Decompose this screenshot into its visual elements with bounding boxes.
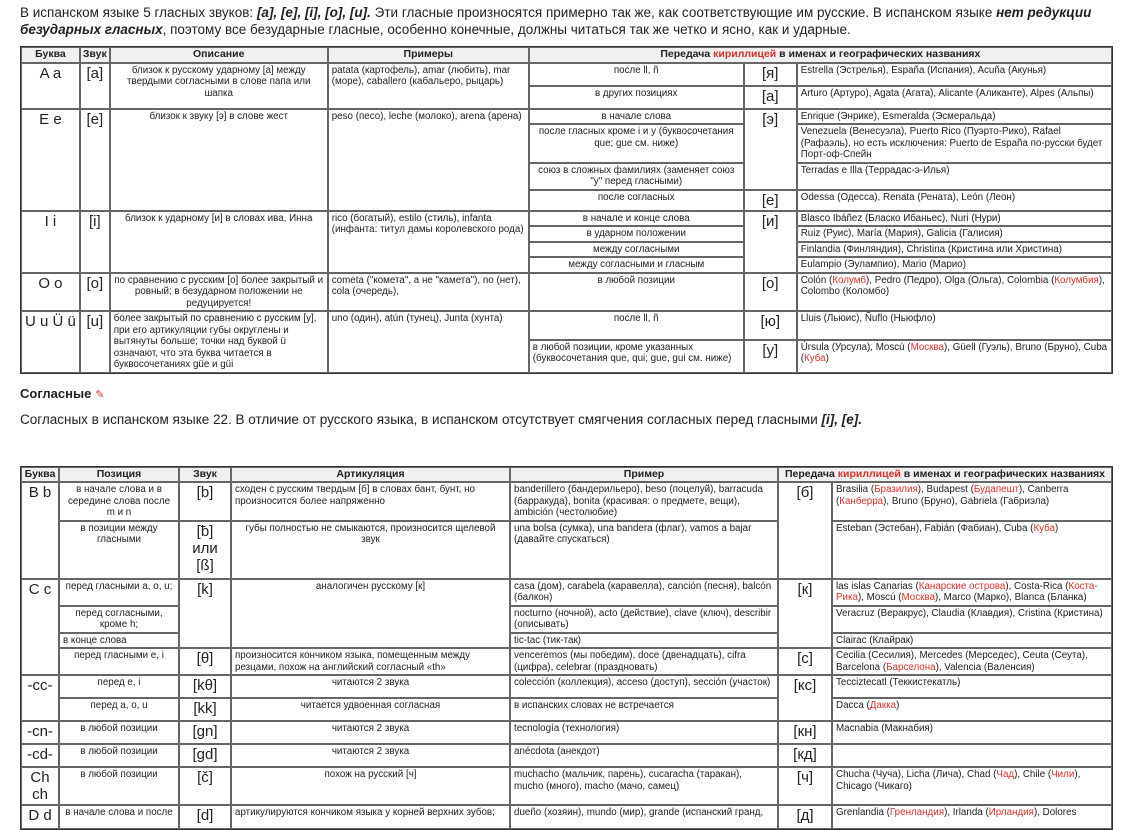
letter-cell: E e [21,109,80,211]
sound-cell: [kθ] [179,675,231,698]
intro-paragraph [20,4,1117,38]
position-cell: союз в сложных фамилиях (заменяет союз "у" перед гласными) [529,163,744,190]
transfer-prefix: Передача [660,48,713,60]
letter-cell: U u Ü ü [21,311,80,373]
consonants-table [20,466,1113,830]
cyrillic-cell: [ч] [778,767,832,805]
consonants-intro-text: Согласных в испанском языке 22. В отличие от русского языка, в испанском отсутствует смягчения согласных перед гласными [20,412,822,427]
intro-sounds: [a], [e], [i], [o], [u]. [257,5,371,20]
names-cell: Venezuela (Венесуэла), Puerto Rico (Пуэрто-Рико), Rafael (Рафаэль), но есть исключения: Puerto de España по-русски будет Порт-оф-Спейн [797,124,1112,163]
articulation-cell: читаются 2 звука [231,675,510,698]
sound-cell: [ƀ] или [ß] [179,521,231,579]
transfer-suffix: в именах и географических названиях [901,468,1105,480]
example-cell: tecnología (технология) [510,721,778,744]
letter-cell: Ch ch [21,767,59,805]
letter-cell: O o [21,273,80,312]
examples-cell: peso (песо), leche (молоко), arena (арена) [328,109,529,211]
articulation-cell: аналогичен русскому [к] [231,579,510,649]
cyrillic-cell: [ю] [744,311,797,340]
examples-cell: patata (картофель), amar (любить), mar (море), caballero (кабальеро, рыцарь) [328,63,529,109]
position-cell: в любой позиции [59,744,179,767]
transfer-highlight: кириллицей [838,468,901,480]
position-cell: в позиции между гласными [59,521,179,579]
position-cell: перед a, o, u [59,698,179,721]
position-cell: в конце слова [59,633,179,649]
sound-cell: [d] [179,805,231,829]
names-cell: las islas Canarias (Канарские острова), Costa-Rica (Коста-Рика), Moscú (Москва), Marco (Марко), Blanca (Бланка) [832,579,1112,606]
intro-text-3: , поэтому все безударные гласные, особенно конечные, должны читаться так же четко и ясно, как и ударные. [163,22,851,37]
names-cell: Ruiz (Руис), María (Мария), Galicia (Галисия) [797,226,1112,242]
example-cell: nocturno (ночной), acto (действие), clave (ключ), describir (описывать) [510,606,778,633]
cyrillic-cell: [я] [744,63,797,86]
cyrillic-cell: [кн] [778,721,832,744]
position-cell: между согласными и гласным [529,257,744,273]
names-cell: Arturo (Артуро), Agata (Агата), Alicante (Аликанте), Alpes (Альпы) [797,86,1112,109]
description-cell: близок к ударному [и] в словах ива, Инна [110,211,328,273]
cyrillic-cell: [с] [778,648,832,675]
position-cell: в начале слова и в середине слова после m и n [59,482,179,521]
names-cell: Macnabia (Макнабия) [832,721,1112,744]
letter-cell: -cd- [21,744,59,767]
position-cell: перед согласными, кроме h; [59,606,179,633]
position-cell: в начале и конце слова [529,211,744,227]
table-row [21,675,1112,698]
names-cell: Veracruz (Веракрус), Claudia (Клавдия), Cristina (Кристина) [832,606,1112,633]
intro-text-1: В испанском языке 5 гласных звуков: [20,5,257,20]
names-cell: Estrella (Эстрелья), España (Испания), Acuña (Акунья) [797,63,1112,86]
names-cell: Terradas e Illa (Террадас-э-Илья) [797,163,1112,190]
consonants-intro-sounds: [i], [e]. [822,412,863,427]
sound-cell: [a] [80,63,110,109]
example-cell: banderillero (бандерильеро), beso (поцелуй), barracuda (барракуда), bonita (красивая: о предмете, вещи), ambición (честолюбие) [510,482,778,521]
table-row [21,211,1112,227]
description-cell: по сравнению с русским [o] более закрытый и ровный; в безударном положении не редуцируется! [110,273,328,312]
table-row [21,767,1112,805]
letter-cell: -cn- [21,721,59,744]
sound-cell: [i] [80,211,110,273]
intro-text-2: Эти гласные произносятся примерно так же, как соответствующие им русские. В испанском языке [371,5,996,20]
letter-cell: A a [21,63,80,109]
example-cell: в испанских словах не встречается [510,698,778,721]
names-cell: Finlandia (Финляндия), Christina (Кристина или Христина) [797,242,1112,258]
cyrillic-cell: [э] [744,109,797,190]
letter-cell: C c [21,579,59,676]
cyrillic-cell: [д] [778,805,832,829]
col-letter: Буква [21,47,80,63]
names-cell: Clairac (Клайрак) [832,633,1112,649]
col-example: Пример [510,467,778,483]
articulation-cell: читается удвоенная согласная [231,698,510,721]
position-cell: после ll, ñ [529,311,744,340]
names-cell: Grenlandia (Гренландия), Irlanda (Ирландия), Dolores [832,805,1112,829]
example-cell: una bolsa (сумка), una bandera (флаг), vamos a bajar (давайте спускаться) [510,521,778,579]
pencil-icon[interactable]: ✎ [95,389,104,401]
transfer-suffix: в именах и географических названиях [776,48,980,60]
position-cell: в любой позиции [529,273,744,312]
position-cell: после гласных кроме i и y (буквосочетания que; gue см. ниже) [529,124,744,163]
vowels-table [20,46,1113,374]
sound-cell: [o] [80,273,110,312]
names-cell: Blasco Ibáñez (Бласко Ибаньес), Nuri (Нури) [797,211,1112,227]
cyrillic-cell: [е] [744,190,797,211]
table-row [21,273,1112,312]
example-cell: tic-tac (тик-так) [510,633,778,649]
table-row [21,579,1112,606]
intro-emphasis: нет редукции безударных гласных [20,5,1091,37]
consonants-header-row [21,467,1112,483]
table-row [21,744,1112,767]
cyrillic-cell: [кс] [778,675,832,721]
articulation-cell: произносится кончиком языка, помещенным между резцами, похож на английский согласный «th» [231,648,510,675]
table-row [21,311,1112,340]
table-row [21,482,1112,521]
example-cell: anécdota (анекдот) [510,744,778,767]
names-cell: Esteban (Эстебан), Fabián (Фабиан), Cuba (Куба) [832,521,1112,579]
col-cyrillic-transfer [778,467,1112,483]
col-articulation: Артикуляция [231,467,510,483]
consonants-heading-text: Согласные [20,386,91,401]
articulation-cell: похож на русский [ч] [231,767,510,805]
table-row [21,698,1112,721]
col-sound: Звук [179,467,231,483]
sound-cell: [gd] [179,744,231,767]
articulation-cell: читаются 2 звука [231,721,510,744]
example-cell: muchacho (мальчик, парень), cucaracha (таракан), mucho (много), macho (мачо, самец) [510,767,778,805]
letter-cell: I i [21,211,80,273]
cyrillic-cell: [и] [744,211,797,273]
cyrillic-cell: [у] [744,340,797,373]
example-cell: colección (коллекция), acceso (доступ), sección (участок) [510,675,778,698]
transfer-highlight: кириллицей [713,48,776,60]
cyrillic-cell: [кд] [778,744,832,767]
col-position: Позиция [59,467,179,483]
names-cell: Cecilia (Сесилия), Mercedes (Мерседес), Ceuta (Сеута), Barcelona (Барселона), Valencia (Валенсия) [832,648,1112,675]
table-row [21,805,1112,829]
consonants-intro [20,412,1117,427]
names-cell: Tecciztecatl (Теккистекатль) [832,675,1112,698]
cyrillic-cell: [а] [744,86,797,109]
col-letter: Буква [21,467,59,483]
sound-cell: [gn] [179,721,231,744]
sound-cell: [u] [80,311,110,373]
articulation-cell: губы полностью не смыкаются, произносится щелевой звук [231,521,510,579]
position-cell: в других позициях [529,86,744,109]
table-row [21,721,1112,744]
names-cell: Colón (Колумб), Pedro (Педро), Olga (Ольга), Colombia (Колумбия), Colombo (Коломбо) [797,273,1112,312]
letter-cell: -cc- [21,675,59,721]
consonants-heading [20,386,1117,401]
example-cell: dueño (хозяин), mundo (мир), grande (испанский гранд, [510,805,778,829]
examples-cell: uno (один), atún (тунец), Junta (хунта) [328,311,529,373]
position-cell: после согласных [529,190,744,211]
table-row [21,63,1112,86]
names-cell: Úrsula (Урсула), Moscú (Москва), Güell (Гуэль), Bruno (Бруно), Cuba (Куба) [797,340,1112,373]
example-cell: venceremos (мы победим), doce (двенадцать), cifra (цифра), celebrar (праздновать) [510,648,778,675]
articulation-cell: сходен с русским твердым [б] в словах бант, бунт, но произносится более напряженно [231,482,510,521]
names-cell [832,744,1112,767]
examples-cell: rico (богатый), estilo (стиль), infanta (инфанта: титул дамы королевского рода) [328,211,529,273]
description-cell: близок к звуку [э] в слове жест [110,109,328,211]
transfer-prefix: Передача [785,468,838,480]
position-cell: в любой позиции, кроме указанных (буквосочетания que, qui; gue, gui см. ниже) [529,340,744,373]
col-sound: Звук [80,47,110,63]
description-cell: близок к русскому ударному [а] между твердыми согласными в слове папа или шапка [110,63,328,109]
names-cell: Dacca (Дакка) [832,698,1112,721]
position-cell: перед гласными a, o, u; [59,579,179,606]
names-cell: Odessa (Одесса), Renata (Рената), León (Леон) [797,190,1112,211]
articulation-cell: читаются 2 звука [231,744,510,767]
names-cell: Chucha (Чуча), Licha (Лича), Chad (Чад), Chile (Чили), Chicago (Чикаго) [832,767,1112,805]
letter-cell: D d [21,805,59,829]
names-cell: Enrique (Энрике), Esmeralda (Эсмеральда) [797,109,1112,125]
sound-cell: [kk] [179,698,231,721]
names-cell: Lluis (Льюис), Ñuflo (Ньюфло) [797,311,1112,340]
col-cyrillic-transfer [529,47,1112,63]
letter-cell: B b [21,482,59,579]
table-row [21,521,1112,579]
cyrillic-cell: [о] [744,273,797,312]
names-cell: Eulampio (Эулампио), Mario (Марио) [797,257,1112,273]
vowels-header-row [21,47,1112,63]
position-cell: в начале слова и после [59,805,179,829]
col-description: Описание [110,47,328,63]
sound-cell: [k] [179,579,231,649]
articulation-cell: артикулируются кончиком языка у корней верхних зубов; [231,805,510,829]
position-cell: в любой позиции [59,767,179,805]
position-cell: перед гласными e, i [59,648,179,675]
position-cell: перед e, i [59,675,179,698]
cyrillic-cell: [к] [778,579,832,649]
position-cell: в начале слова [529,109,744,125]
description-cell: более закрытый по сравнению с русским [у], при его артикуляции губы округлены и вытянуты больше; точки над буквой ü означают, что эта буква читается в буквосочетаниях güe и güi [110,311,328,373]
sound-cell: [č] [179,767,231,805]
example-cell: casa (дом), carabela (каравелла), canción (песня), balcón (балкон) [510,579,778,606]
sound-cell: [e] [80,109,110,211]
names-cell: Brasilia (Бразилия), Budapest (Будапешт), Canberra (Канберра), Bruno (Бруно), Gabriela (Габриэла) [832,482,1112,521]
position-cell: после ll, ñ [529,63,744,86]
position-cell: между согласными [529,242,744,258]
position-cell: в ударном положении [529,226,744,242]
table-row [21,109,1112,125]
position-cell: в любой позиции [59,721,179,744]
table-row [21,648,1112,675]
sound-cell: [b] [179,482,231,521]
col-examples: Примеры [328,47,529,63]
sound-cell: [θ] [179,648,231,675]
cyrillic-cell: [б] [778,482,832,579]
examples-cell: cometa ("комета", а не "камета"), no (нет), cola (очередь), [328,273,529,312]
